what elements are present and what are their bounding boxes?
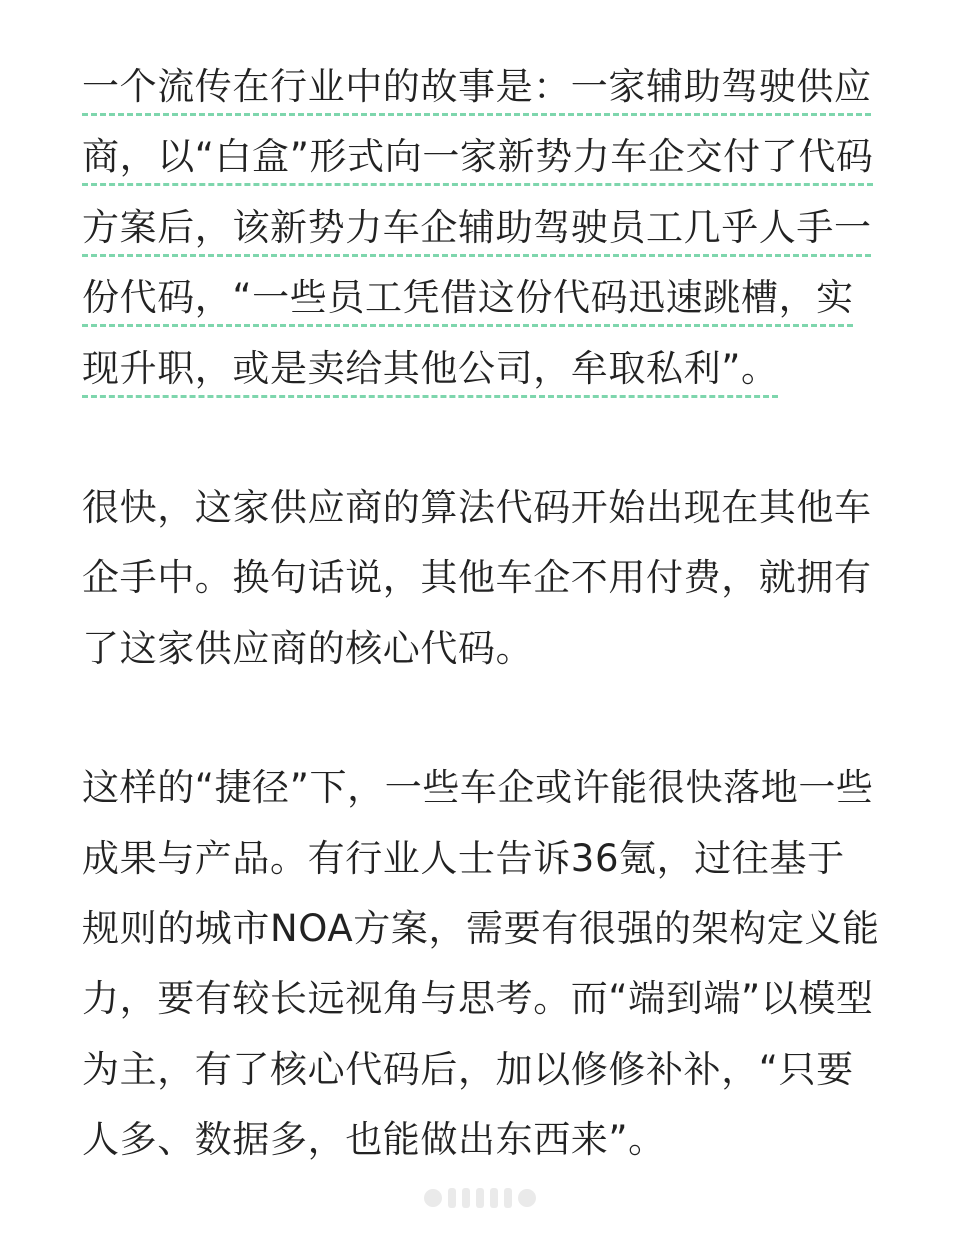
watermark-bar-icon	[504, 1188, 512, 1208]
watermark-logo-icon	[380, 1180, 580, 1216]
article-body	[82, 52, 882, 1245]
paragraph-1	[82, 52, 882, 404]
watermark-bar-icon	[462, 1188, 470, 1208]
watermark-dot-icon	[518, 1189, 536, 1207]
paragraph-2: 很快，这家供应商的算法代码开始出现在其他车企手中。换句话说，其他车企不用付费，就拥有了这家供应商的核心代码。	[82, 486, 872, 670]
watermark-bar-icon	[490, 1188, 498, 1208]
watermark-bar-icon	[476, 1188, 484, 1208]
paragraph-1-text: 一个流传在行业中的故事是：一家辅助驾驶供应商，以“白盒”形式向一家新势力车企交付了代码方案后，该新势力车企辅助驾驶员工几乎人手一份代码，“一些员工凭借这份代码迅速跳槽，实现升职，或是卖给其他公司，牟取私利”。	[82, 65, 874, 390]
paragraph-3: 这样的“捷径”下，一些车企或许能很快落地一些成果与产品。有行业人士告诉36氪，过往基于规则的城市NOA方案，需要有很强的架构定义能力，要有较长远视角与思考。而“端到端”以模型为主，有了核心代码后，加以修修补补，“只要人多、数据多，也能做出东西来”。	[82, 766, 880, 1162]
watermark-dot-icon	[424, 1189, 442, 1207]
watermark-bar-icon	[448, 1188, 456, 1208]
